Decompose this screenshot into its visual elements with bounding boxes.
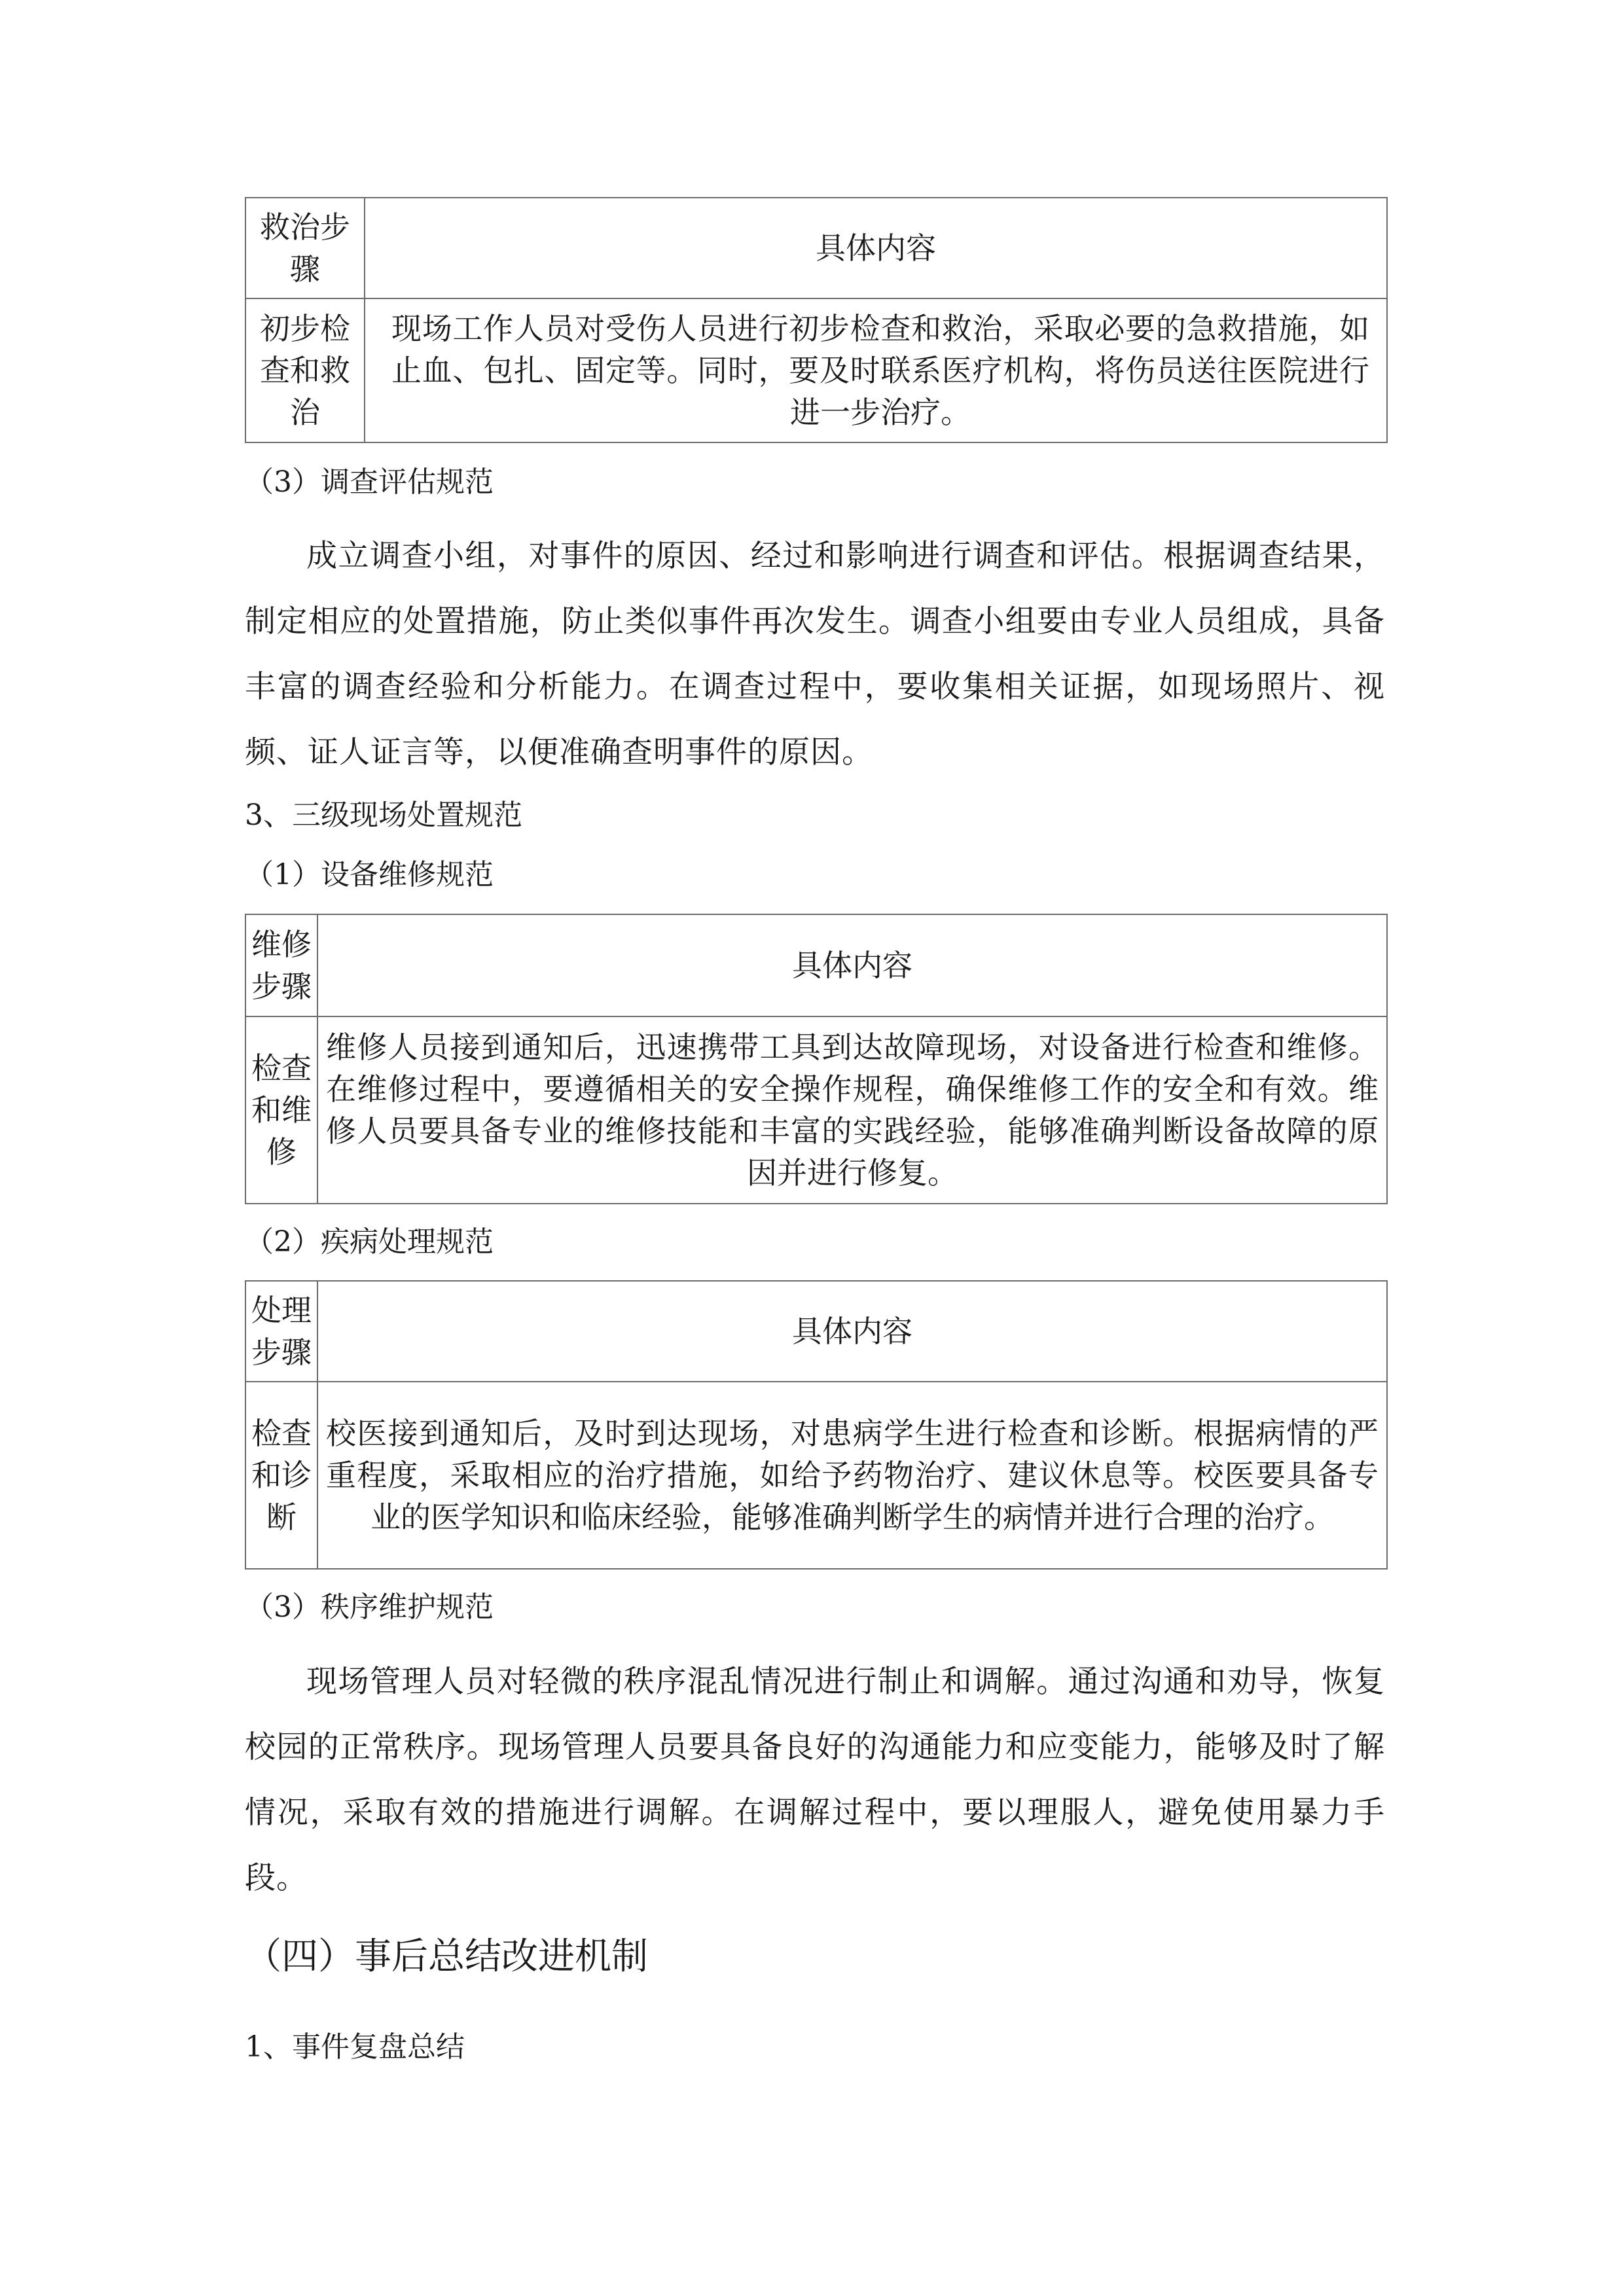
- section-heading-illness: （2）疾病处理规范: [245, 1225, 494, 1259]
- table-header-row: [245, 198, 1387, 298]
- repair-steps-table: [245, 914, 1388, 1204]
- table-cell-content: 校医接到通知后，及时到达现场，对患病学生进行检查和诊断。根据病情的严重程度，采取相应的治疗措施，如给予药物治疗、建议休息等。校医要具备专业的医学知识和临床经验，能够准确判断学生的病情并进行合理的治疗。: [317, 1382, 1387, 1569]
- paragraph-order: 现场管理人员对轻微的秩序混乱情况进行制止和调解。通过沟通和劝导，恢复校园的正常秩序。现场管理人员要具备良好的沟通能力和应变能力，能够及时了解情况，采取有效的措施进行调解。在调解过程中，要以理服人，避免使用暴力手段。: [245, 1664, 1385, 1896]
- table-cell-step: 检查和诊断: [245, 1382, 317, 1569]
- table-header-step: 处理步骤: [245, 1281, 317, 1382]
- section-heading-order: （3）秩序维护规范: [245, 1590, 494, 1624]
- table-header-content: 具体内容: [317, 1281, 1387, 1382]
- table-cell-step: 初步检查和救治: [245, 298, 365, 442]
- section-heading-four: （四）事后总结改进机制: [245, 1935, 648, 1978]
- rescue-steps-table: [245, 197, 1388, 443]
- table-header-content: 具体内容: [317, 914, 1387, 1016]
- section-heading-repair: （1）设备维修规范: [245, 858, 494, 891]
- paragraph-investigation: 成立调查小组，对事件的原因、经过和影响进行调查和评估。根据调查结果，制定相应的处置措施，防止类似事件再次发生。调查小组要由专业人员组成，具备丰富的调查经验和分析能力。在调查过程中，要收集相关证据，如现场照片、视频、证人证言等，以便准确查明事件的原因。: [245, 538, 1385, 770]
- table-header-content: 具体内容: [365, 198, 1387, 298]
- table-cell-content: 维修人员接到通知后，迅速携带工具到达故障现场，对设备进行检查和维修。在维修过程中，要遵循相关的安全操作规程，确保维修工作的安全和有效。维修人员要具备专业的维修技能和丰富的实践经验，能够准确判断设备故障的原因并进行修复。: [317, 1016, 1387, 1204]
- table-row: [245, 1016, 1387, 1204]
- section-heading-review: 1、事件复盘总结: [245, 2030, 465, 2064]
- table-header-step: 维修步骤: [245, 914, 317, 1016]
- table-row: [245, 298, 1387, 442]
- section-heading-level3: 3、三级现场处置规范: [245, 798, 522, 832]
- table-cell-content: 现场工作人员对受伤人员进行初步检查和救治，采取必要的急救措施，如止血、包扎、固定等。同时，要及时联系医疗机构，将伤员送往医院进行进一步治疗。: [365, 298, 1387, 442]
- illness-steps-table: [245, 1280, 1388, 1570]
- table-row: [245, 1382, 1387, 1569]
- table-header-step: 救治步骤: [245, 198, 365, 298]
- table-header-row: [245, 914, 1387, 1016]
- section-heading-investigation: （3）调查评估规范: [245, 465, 494, 499]
- table-cell-step: 检查和维修: [245, 1016, 317, 1204]
- table-header-row: [245, 1281, 1387, 1382]
